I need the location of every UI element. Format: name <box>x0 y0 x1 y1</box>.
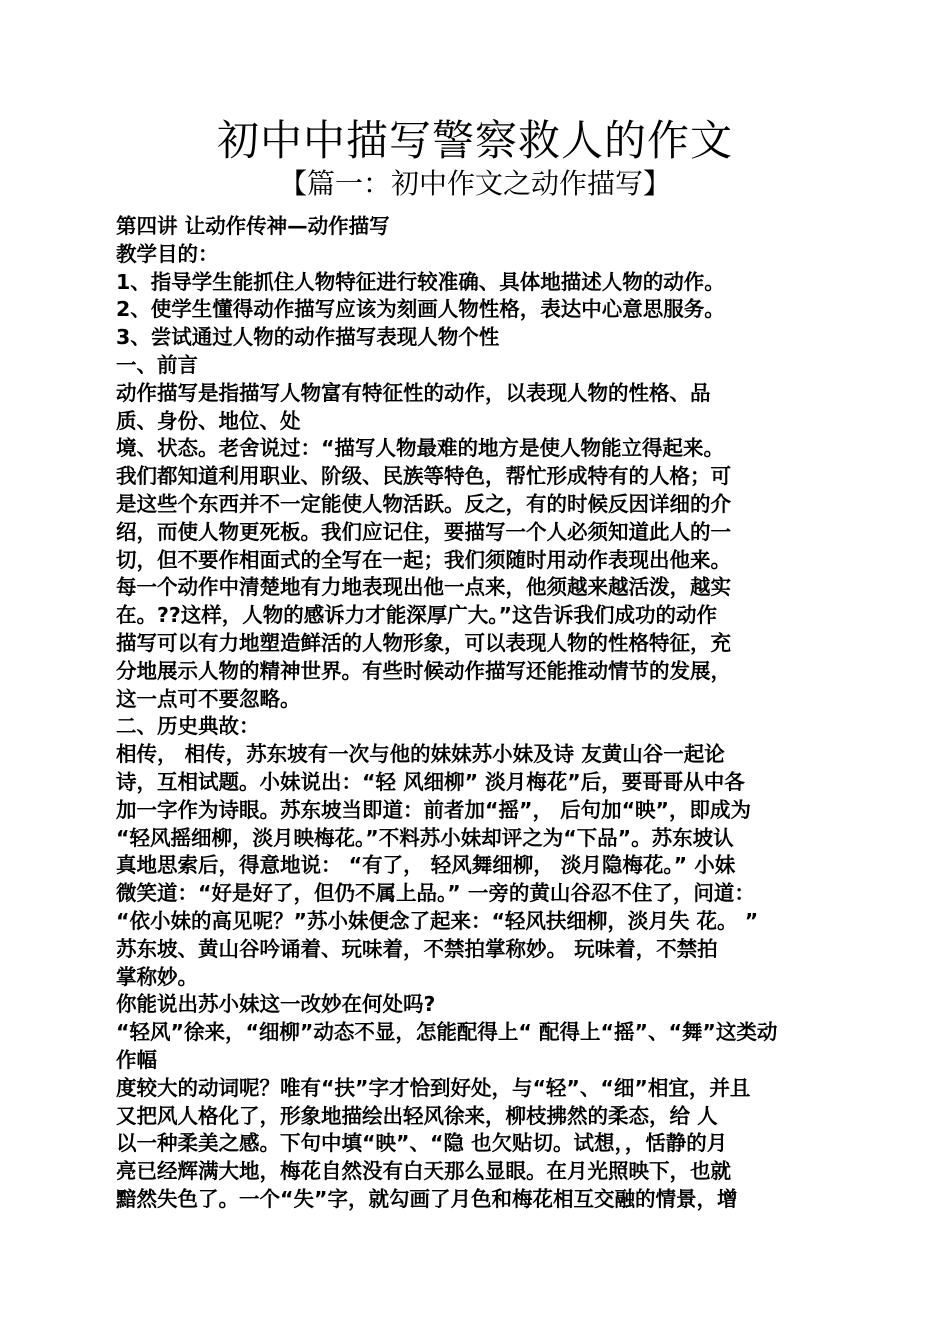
body-line: 教学目的： <box>116 241 219 266</box>
document-title: 初中中描写警察救人的作文 <box>216 116 733 165</box>
body-line: 诗，互相试题。小妹说出：“轻 风细柳” 淡月梅花”后，要哥哥从中各 <box>116 769 745 794</box>
body-line: 第四讲 让动作传神—动作描写 <box>116 214 390 238</box>
body-line: 切，但不要作相面式的全写在一起；我们须随时用动作表现出他来。 <box>116 547 731 572</box>
body-line: 在。??这样，人物的感诉力才能深厚广大。”这告诉我们成功的动作 <box>116 603 718 628</box>
body-line: 二、历史典故： <box>116 714 260 739</box>
body-line: 以一种柔美之感。下句中填“映”、“隐 也欠贴切。试想，，恬静的月 <box>116 1131 728 1156</box>
body-line: 分地展示人物的精神世界。有些时候动作描写还能推动情节的发展， <box>116 658 731 683</box>
body-line: 一、前言 <box>116 352 198 377</box>
body-line: 动作描写是指描写人物富有特征性的动作，以表现人物的性格、品 <box>116 380 711 405</box>
body-line: 绍，而使人物更死板。我们应记住，要描写一个人必须知道此人的一 <box>116 519 731 544</box>
body-line: 你能说出苏小妹这一改妙在何处吗? <box>116 992 436 1017</box>
body-line: 3、尝试通过人物的动作描写表现人物个性 <box>116 325 500 350</box>
body-line: 微笑道：“好是好了，但仍不属上品。” 一旁的黄山谷忍不住了，问道： <box>116 881 755 906</box>
body-line: 相传， 相传，苏东坡有一次与他的妹妹苏小妹及诗 友黄山谷一起论 <box>116 742 725 767</box>
body-line: 2、使学生懂得动作描写应该为刻画人物性格，表达中心意思服务。 <box>116 297 725 322</box>
body-line: 又把风人格化了，形象地描绘出轻风徐来，柳枝拂然的柔态，给 人 <box>116 1103 718 1128</box>
body-line: 真地思索后，得意地说： “有了， 轻风舞细柳， 淡月隐梅花。” 小妹 <box>116 853 736 878</box>
body-line: 每一个动作中清楚地有力地表现出他一点来，他须越来越活泼，越实 <box>116 575 731 600</box>
body-line: 黯然失色了。一个“失”字，就勾画了月色和梅花相互交融的情景，增 <box>116 1186 738 1211</box>
body-line: 作幅 <box>116 1047 157 1072</box>
body-line: “轻风”徐来，“细柳”动态不显，怎能配得上“ 配得上“摇”、“舞”这类动 <box>116 1020 778 1045</box>
body-line: 这一点可不要忽略。 <box>116 686 301 711</box>
body-line: 我们都知道利用职业、阶级、民族等特色，帮忙形成特有的人格；可 <box>116 464 731 489</box>
body-line: “依小妹的高见呢？”苏小妹便念了起来：“轻风扶细柳，淡月失 花。 ” <box>116 908 759 933</box>
body-line: 境、状态。老舍说过：“描写人物最难的地方是使人物能立得起来。 <box>116 436 724 461</box>
body-line: 质、身份、地位、处 <box>116 408 301 433</box>
body-line: 掌称妙。 <box>116 964 198 989</box>
document-body <box>116 213 838 1214</box>
body-line: 亮已经辉满大地，梅花自然没有白天那么显眼。在月光照映下，也就 <box>116 1159 731 1184</box>
body-line: 1、指导学生能抓住人物特征进行较准确、具体地描述人物的动作。 <box>116 269 725 294</box>
body-line: 加一字作为诗眼。苏东坡当即道：前者加“摇”， 后句加“映”，即成为 <box>116 797 752 822</box>
body-line: 苏东坡、黄山谷吟诵着、玩味着，不禁拍掌称妙。 玩味着，不禁拍 <box>116 936 718 961</box>
body-line: 度较大的动词呢？唯有“扶”字才恰到好处，与“轻”、“细”相宜，并且 <box>116 1075 751 1100</box>
body-line: “轻风摇细柳，淡月映梅花。”不料苏小妹却评之为“下品”。苏东坡认 <box>116 825 734 850</box>
document-subtitle: 【篇一：初中作文之动作描写】 <box>278 167 671 200</box>
body-line: 描写可以有力地塑造鲜活的人物形象，可以表现人物的性格特征，充 <box>116 630 731 655</box>
body-line: 是这些个东西并不一定能使人物活跃。反之，有的时候反因详细的介 <box>116 491 731 516</box>
